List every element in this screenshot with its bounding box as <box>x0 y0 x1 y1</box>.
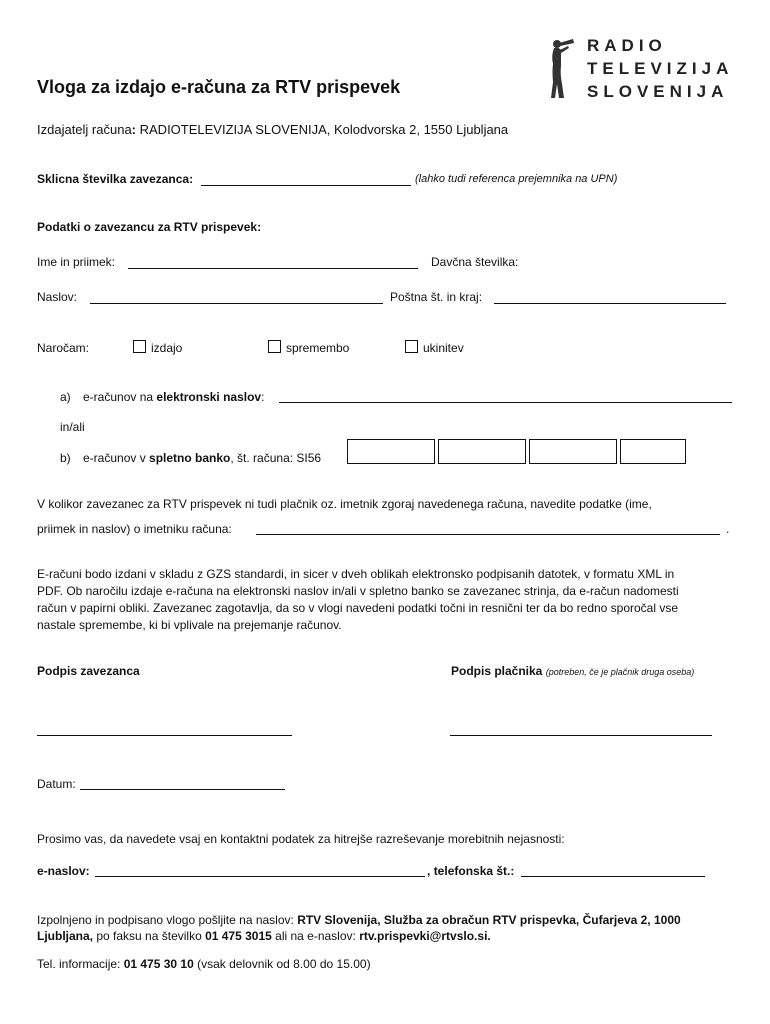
account-number-box-1[interactable] <box>347 439 435 464</box>
account-number-box-3[interactable] <box>529 439 617 464</box>
postal-label: Poštna št. in kraj: <box>390 290 483 304</box>
signature-taxpayer-input[interactable] <box>37 735 292 736</box>
account-number-box-2[interactable] <box>438 439 526 464</box>
trumpeter-figure-icon <box>540 36 580 102</box>
postal-input[interactable] <box>494 303 726 304</box>
submit-t2: po faksu na številko <box>93 929 206 943</box>
submit-address: RTV Slovenija, Služba za obračun RTV prispevka, Čufarjeva 2, 1000 Ljubljana, <box>37 913 681 943</box>
payer-text-line2: priimek in naslov) o imetniku računa: <box>37 522 232 536</box>
submit-t1: Izpolnjeno in podpisano vlogo pošljite na naslov: <box>37 913 298 927</box>
signature-taxpayer-label: Podpis zavezanca <box>37 664 140 678</box>
signature-payer-input[interactable] <box>450 735 712 736</box>
order-option-spremembo[interactable] <box>268 340 349 355</box>
contact-phone-text: telefonska št.: <box>433 864 515 878</box>
info-line: PDF. Ob naročilu izdaje e-računa na elektronski naslov in/ali v spletno banko se zavezanec strinja, da e-račun nadomesti <box>37 584 679 598</box>
option-b-text2: , št. računa: SI56 <box>230 451 322 465</box>
contact-request: Prosimo vas, da navedete vsaj en kontaktni podatek za hitrejše razreševanje morebitnih nejasnosti: <box>37 832 565 846</box>
rtv-logo <box>540 36 740 106</box>
in-or-text: in/ali <box>60 420 85 434</box>
checkbox-icon[interactable] <box>268 340 281 353</box>
option-b-text <box>83 451 321 465</box>
submit-email: rtv.prispevki@rtvslo.si. <box>359 929 491 943</box>
reference-label: Sklicna številka zavezanca: <box>37 172 194 186</box>
option-a-text2: : <box>261 390 265 404</box>
checkbox-icon[interactable] <box>405 340 418 353</box>
taxpayer-heading: Podatki o zavezancu za RTV prispevek: <box>37 220 262 234</box>
info-line: E-računi bodo izdani v skladu z GZS standardi, in sicer v dveh oblikah elektronsko podpisanih datotek, v formatu XML in <box>37 567 675 581</box>
issuer-colon: : <box>131 122 137 137</box>
contact-comma: , <box>427 864 431 878</box>
tel-info <box>37 957 371 971</box>
issuer-label: Izdajatelj računa <box>37 122 132 137</box>
option-b-text1: e-računov v <box>83 451 150 465</box>
tel-number: 01 475 30 10 <box>123 957 194 971</box>
name-label: Ime in priimek: <box>37 255 116 269</box>
name-input[interactable] <box>128 268 418 269</box>
signature-payer-title: Podpis plačnika <box>451 664 543 678</box>
tel-t2: (vsak delovnik od 8.00 do 15.00) <box>193 957 371 971</box>
contact-phone-input[interactable] <box>521 876 705 877</box>
date-input[interactable] <box>80 789 285 790</box>
order-option-label: spremembo <box>286 341 350 355</box>
option-a-text1: e-računov na <box>83 390 157 404</box>
option-a-text <box>83 390 264 404</box>
info-paragraph <box>37 566 679 634</box>
info-line: nastale spremembe, ki bi vplivale na prejemanje računov. <box>37 618 342 632</box>
account-number-box-4[interactable] <box>620 439 686 464</box>
submit-instructions <box>37 912 737 944</box>
submit-fax: 01 475 3015 <box>205 929 272 943</box>
reference-note: (lahko tudi referenca prejemnika na UPN) <box>415 173 618 185</box>
order-option-label: izdajo <box>151 341 183 355</box>
order-option-izdajo[interactable] <box>133 340 182 355</box>
tax-number-label: Davčna številka: <box>431 255 519 269</box>
email-invoice-input[interactable] <box>279 402 732 403</box>
contact-phone-label <box>427 864 514 878</box>
submit-t3: ali na e-naslov: <box>271 929 360 943</box>
issuer-value: RADIOTELEVIZIJA SLOVENIJA, Kolodvorska 2, 1550 Ljubljana <box>136 122 509 137</box>
option-b-prefix: b) <box>60 451 71 465</box>
issuer-line <box>37 122 508 137</box>
contact-email-input[interactable] <box>95 876 425 877</box>
account-holder-input[interactable] <box>256 534 720 535</box>
logo-line-radio: RADIO <box>587 36 667 55</box>
address-input[interactable] <box>90 303 383 304</box>
option-a-prefix: a) <box>60 390 71 404</box>
contact-email-label: e-naslov: <box>37 864 90 878</box>
tel-t1: Tel. informacije: <box>37 957 124 971</box>
option-b-bold: spletno banko <box>149 451 231 465</box>
payer-text-line1: V kolikor zavezanec za RTV prispevek ni tudi plačnik oz. imetnik zgoraj navedenega računa, navedite podatke (ime, <box>37 497 652 511</box>
logo-line-televizija: TELEVIZIJA <box>587 59 734 78</box>
logo-line-slovenija: SLOVENIJA <box>587 82 729 101</box>
date-label: Datum: <box>37 777 76 791</box>
signature-payer-label <box>451 664 694 678</box>
order-option-ukinitev[interactable] <box>405 340 464 355</box>
checkbox-icon[interactable] <box>133 340 146 353</box>
payer-text-end: . <box>726 522 730 536</box>
order-label: Naročam: <box>37 341 90 355</box>
order-option-label: ukinitev <box>423 341 464 355</box>
reference-input[interactable] <box>201 185 411 186</box>
page-title: Vloga za izdajo e-računa za RTV prispevek <box>37 77 401 97</box>
address-label: Naslov: <box>37 290 78 304</box>
info-line: račun v papirni obliki. Zavezanec zagotavlja, da so v vlogi navedeni podatki točni in resnični ter da bo redno sporočal vse <box>37 601 679 615</box>
option-a-bold: elektronski naslov <box>156 390 262 404</box>
signature-payer-note: (potreben, če je plačnik druga oseba) <box>545 667 695 677</box>
